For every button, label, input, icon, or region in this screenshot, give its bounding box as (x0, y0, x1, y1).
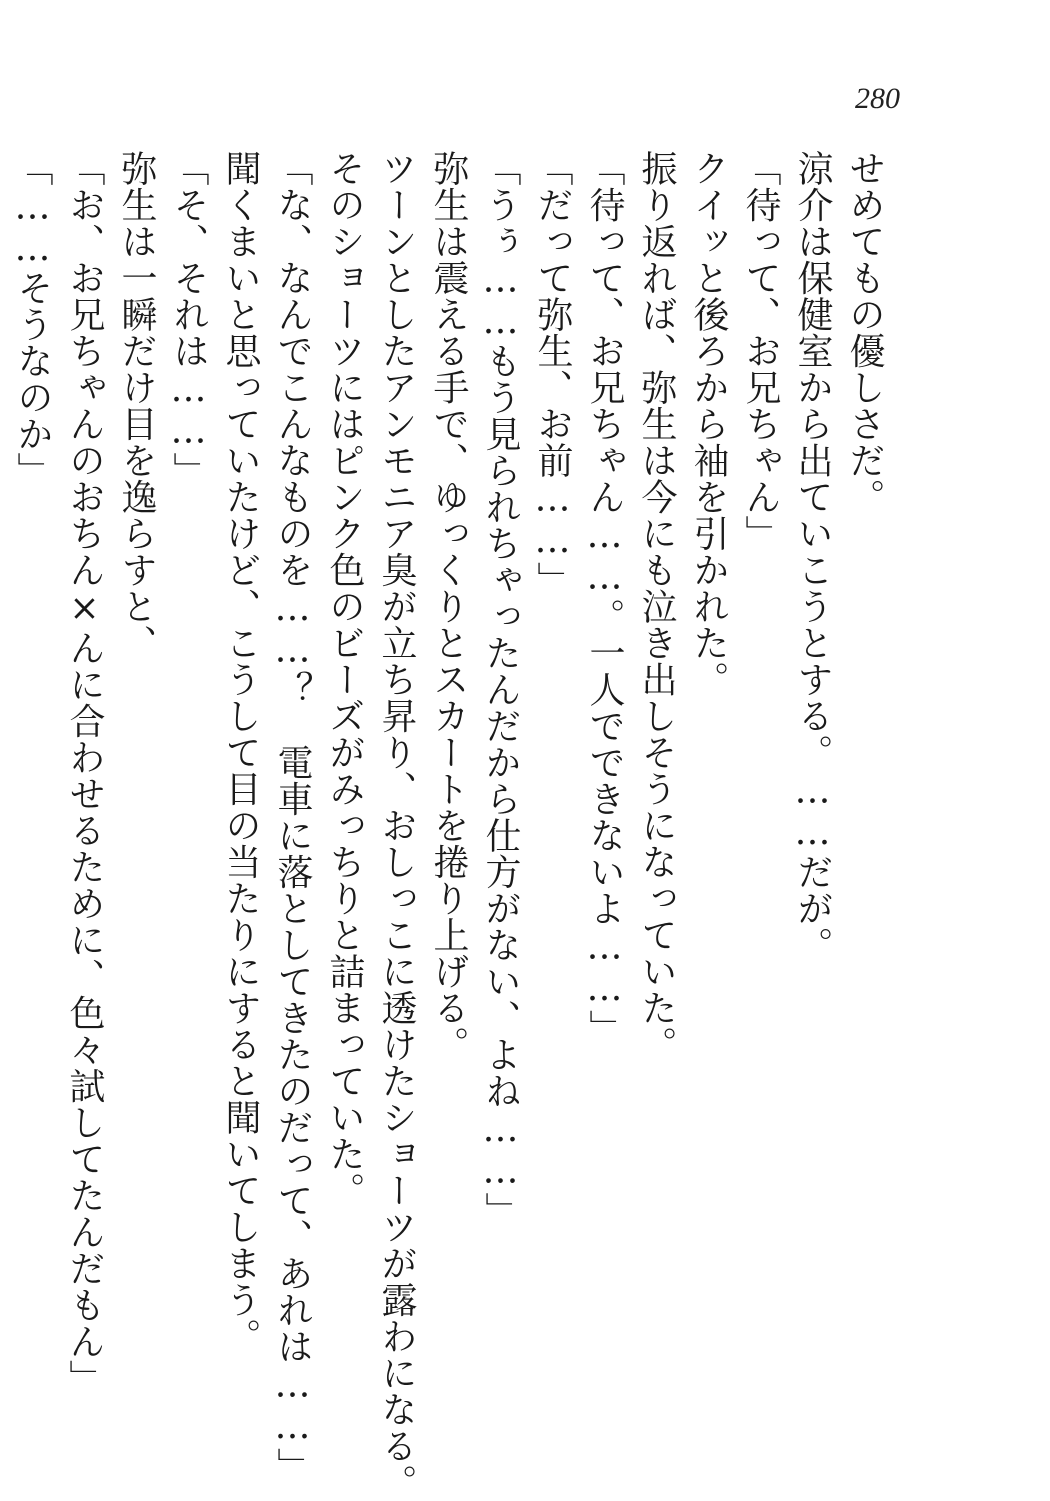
text-line: 「待って、お兄ちゃん」 (740, 150, 781, 552)
text-line: 弥生は一瞬だけ目を逸らすと、 (116, 150, 157, 661)
text-line: 「うぅ……もう見られちゃったんだから仕方がない、よね……」 (480, 150, 521, 1229)
text-line: 涼介は保健室から出ていこうとする。……だが。 (792, 150, 833, 963)
text-line: 「そ、それは……」 (168, 150, 209, 489)
text-line: 振り返れば、弥生は今にも泣き出しそうになっていた。 (636, 150, 677, 1063)
text-line: 聞くまいと思っていたけど、こうして目の当たりにすると聞いてしまう。 (220, 150, 261, 1355)
text-line: 「お、お兄ちゃんのおちん×んに合わせるために、色々試してたんだもん」 (64, 150, 105, 1396)
text-line: 「待って、お兄ちゃん……。一人でできないよ……」 (584, 150, 625, 1046)
text-line: クイッと後ろから袖を引かれた。 (688, 150, 729, 698)
text-line: 「な、なんでこんなものを……？ 電車に落としてきたのだって、あれは……」 (272, 150, 313, 1484)
text-line: 弥生は震える手で、ゆっくりとスカートを捲り上げる。 (428, 150, 469, 1063)
text-line: 「……そうなのか」 (12, 150, 53, 489)
text-line: ツーンとしたアンモニア臭が立ち昇り、おしっこに透けたショーツが露わになる。 (376, 150, 417, 1501)
text-line: せめてもの優しさだ。 (844, 150, 885, 515)
vertical-text-body (12, 150, 890, 1501)
page-number: 280 (855, 82, 900, 115)
text-line: 「だって弥生、お前……」 (532, 150, 573, 598)
text-line: そのショーツにはピンク色のビーズがみっちりと詰まっていた。 (324, 150, 365, 1209)
